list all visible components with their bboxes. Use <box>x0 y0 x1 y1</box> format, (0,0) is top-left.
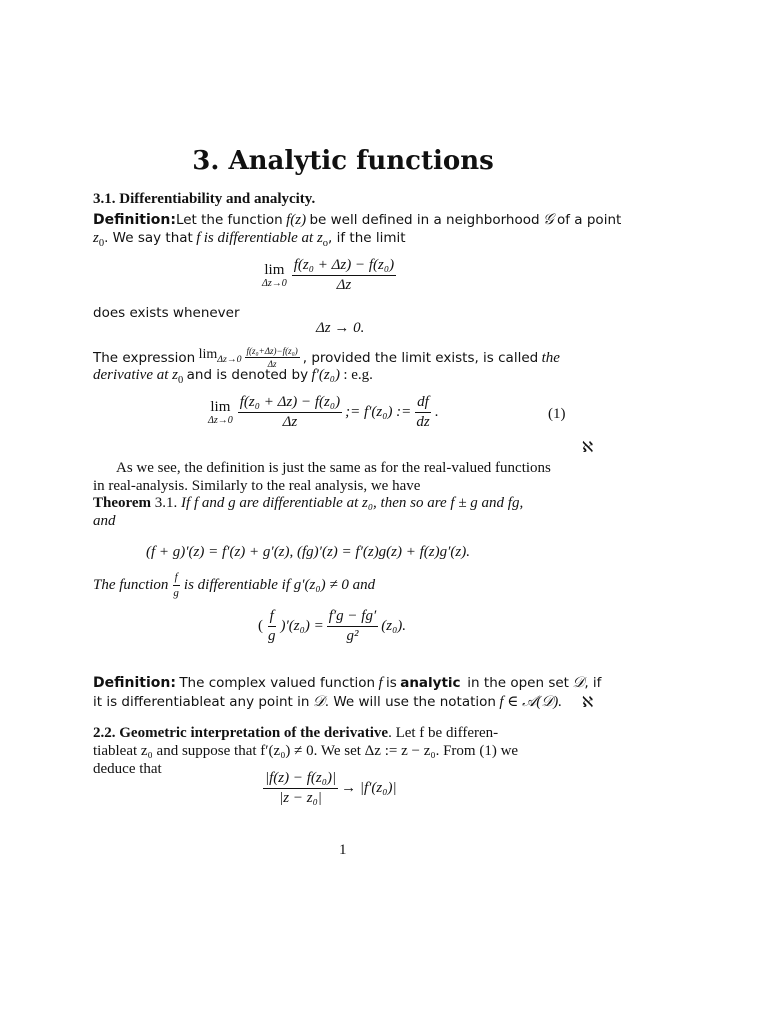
analytic-notation: f ∈ 𝒜(𝒟). <box>499 694 562 710</box>
limit-equation <box>262 257 399 295</box>
eq1-fraction: $\frac{\text{f(z₀ + Δz) − f(z₀)}}{\Delta z}$ <box>239 394 341 431</box>
theorem-line-2: and <box>93 513 116 529</box>
aleph-symbol-2: ℵ <box>582 695 594 711</box>
expression-text-a: The expression <box>93 349 196 366</box>
inline-lim: $\lim_{\Delta z\to 0}$ <box>198 347 242 366</box>
definition2-text-c: in the open set <box>467 675 569 691</box>
theorem-number: 3.1. <box>154 495 178 511</box>
equation-number-1: (1) <box>548 406 566 422</box>
f-symbol: f <box>196 230 201 246</box>
expression-line-2 <box>93 366 373 390</box>
theorem-statement: If f and g are differentiable at z₀, then so are f ± g and fg, <box>181 495 524 511</box>
inline-fraction: $\frac{\text{f(z₀+Δz)−f(z₀)}}{\Delta z}$ <box>246 346 298 370</box>
page-number: 1 <box>339 842 347 858</box>
page-title: 3. Analytic functions <box>192 146 494 176</box>
delta-to-zero: Δz → 0. <box>316 320 365 336</box>
quotient-mid: )′(z₀) = <box>280 618 324 635</box>
section-2-2-line-1 <box>93 724 498 742</box>
quotient-line <box>93 571 375 599</box>
definition2-line2-a: it is differentiableat any point in <box>93 694 310 710</box>
definition2-text-a: The complex valued function <box>179 675 376 691</box>
theorem-label: Theorem <box>93 495 152 511</box>
expression-emphasis-2: derivative at $z_0$ <box>93 367 184 386</box>
definition-line-1 <box>93 211 621 229</box>
section-heading-3-1: 3.1. Differentiability and analycity. <box>93 191 316 207</box>
quotient-f-over-g: $\frac{f}{g}$ <box>268 608 276 645</box>
section-2-2-line1-rest: . Let f be differen- <box>388 725 499 741</box>
eq1-tail: . <box>434 404 439 421</box>
paragraph-line-1: As we see, the definition is just the same as for the real-valued functions <box>116 460 551 476</box>
definition-text-e: , if the limit <box>328 230 406 246</box>
definition2-label: Definition: <box>93 675 176 691</box>
theorem-line-1 <box>93 494 523 512</box>
expression-emphasis-1: the <box>541 349 560 366</box>
product-rule-equation: (f + g)′(z) = f′(z) + g′(z), (fg)′(z) = f′(z)g(z) + f(z)g′(z). <box>146 544 470 560</box>
definition-emphasis: is differentiable at $z_o$ <box>203 230 329 249</box>
section-2-2-line-3: deduce that <box>93 761 162 777</box>
modulus-ratio-equation <box>260 770 397 808</box>
expression-text-c: and is denoted by <box>186 367 309 383</box>
quotient-inline-fraction: $\frac{f}{g}$ <box>173 571 179 599</box>
definition-text-a: Let the function <box>175 212 283 228</box>
expression-text-d: : e.g. <box>343 367 373 383</box>
aleph-symbol-1: ℵ <box>582 440 594 456</box>
limit-fraction: $\frac{\text{f(z₀ + Δz) − f(z₀)}}{\Delta z}$ <box>293 257 395 294</box>
does-exist-text: does exists whenever <box>93 305 240 321</box>
limit-operator: lim Δz→0 <box>262 261 287 289</box>
eq1-derivative-fraction: $\frac{df}{dz}$ <box>416 394 430 431</box>
expression-text-b: , provided the limit exists, is called <box>302 349 539 366</box>
definition-label: Definition: <box>93 212 176 228</box>
equation-1 <box>208 394 438 432</box>
z0-symbol: $z_0$ <box>93 230 105 249</box>
fz-symbol: f(z) <box>286 212 307 228</box>
definition-text-d: . We say that <box>104 230 193 246</box>
definition-text-b: be well defined in a neighborhood <box>309 212 540 228</box>
definition2-line-1 <box>93 674 601 692</box>
modulus-ratio-rest: → |f′(z₀)| <box>341 780 397 797</box>
definition2-D-2: 𝒟 <box>312 694 325 710</box>
fprime-symbol: f′(z₀) <box>311 367 340 383</box>
quotient-main-fraction: $\frac{f'g - fg'}{\text{g²}}$ <box>328 608 377 645</box>
definition2-text-b: is <box>386 675 397 691</box>
definition2-D: 𝒟 <box>572 675 585 691</box>
modulus-ratio-fraction: $\frac{\text{|f(z) − f(z₀)|}}{\text{|z − z₀|}}$ <box>265 770 337 807</box>
quotient-lpar: ( <box>258 618 263 635</box>
quotient-tail: (z₀). <box>381 618 407 635</box>
definition2-f: f <box>378 675 383 691</box>
quotient-equation <box>258 608 406 646</box>
section-2-2-line-2: tiableat z₀ and suppose that f′(z₀) ≠ 0. We set Δz := z − z₀. From (1) we <box>93 743 519 759</box>
eq1-rest: ;= f′(z₀) := <box>345 404 412 421</box>
definition2-text-d: , if <box>584 675 602 691</box>
paragraph-line-2: in real-analysis. Similarly to the real analysis, we have <box>93 478 421 494</box>
G-symbol: 𝒢 <box>542 212 554 228</box>
quotient-text-a: The function <box>93 577 169 594</box>
section-heading-2-2: 2.2. Geometric interpretation of the derivative <box>93 725 389 741</box>
quotient-text-b: is differentiable if g′(z₀) ≠ 0 and <box>183 577 376 594</box>
definition2-line-2 <box>93 693 562 711</box>
definition2-line2-b: . We will use the notation <box>324 694 496 710</box>
analytic-term: analytic <box>400 675 461 691</box>
eq1-limit-operator: lim Δz→0 <box>208 398 233 426</box>
definition-line-2 <box>93 229 406 253</box>
definition-text-c: of a point <box>557 212 622 228</box>
